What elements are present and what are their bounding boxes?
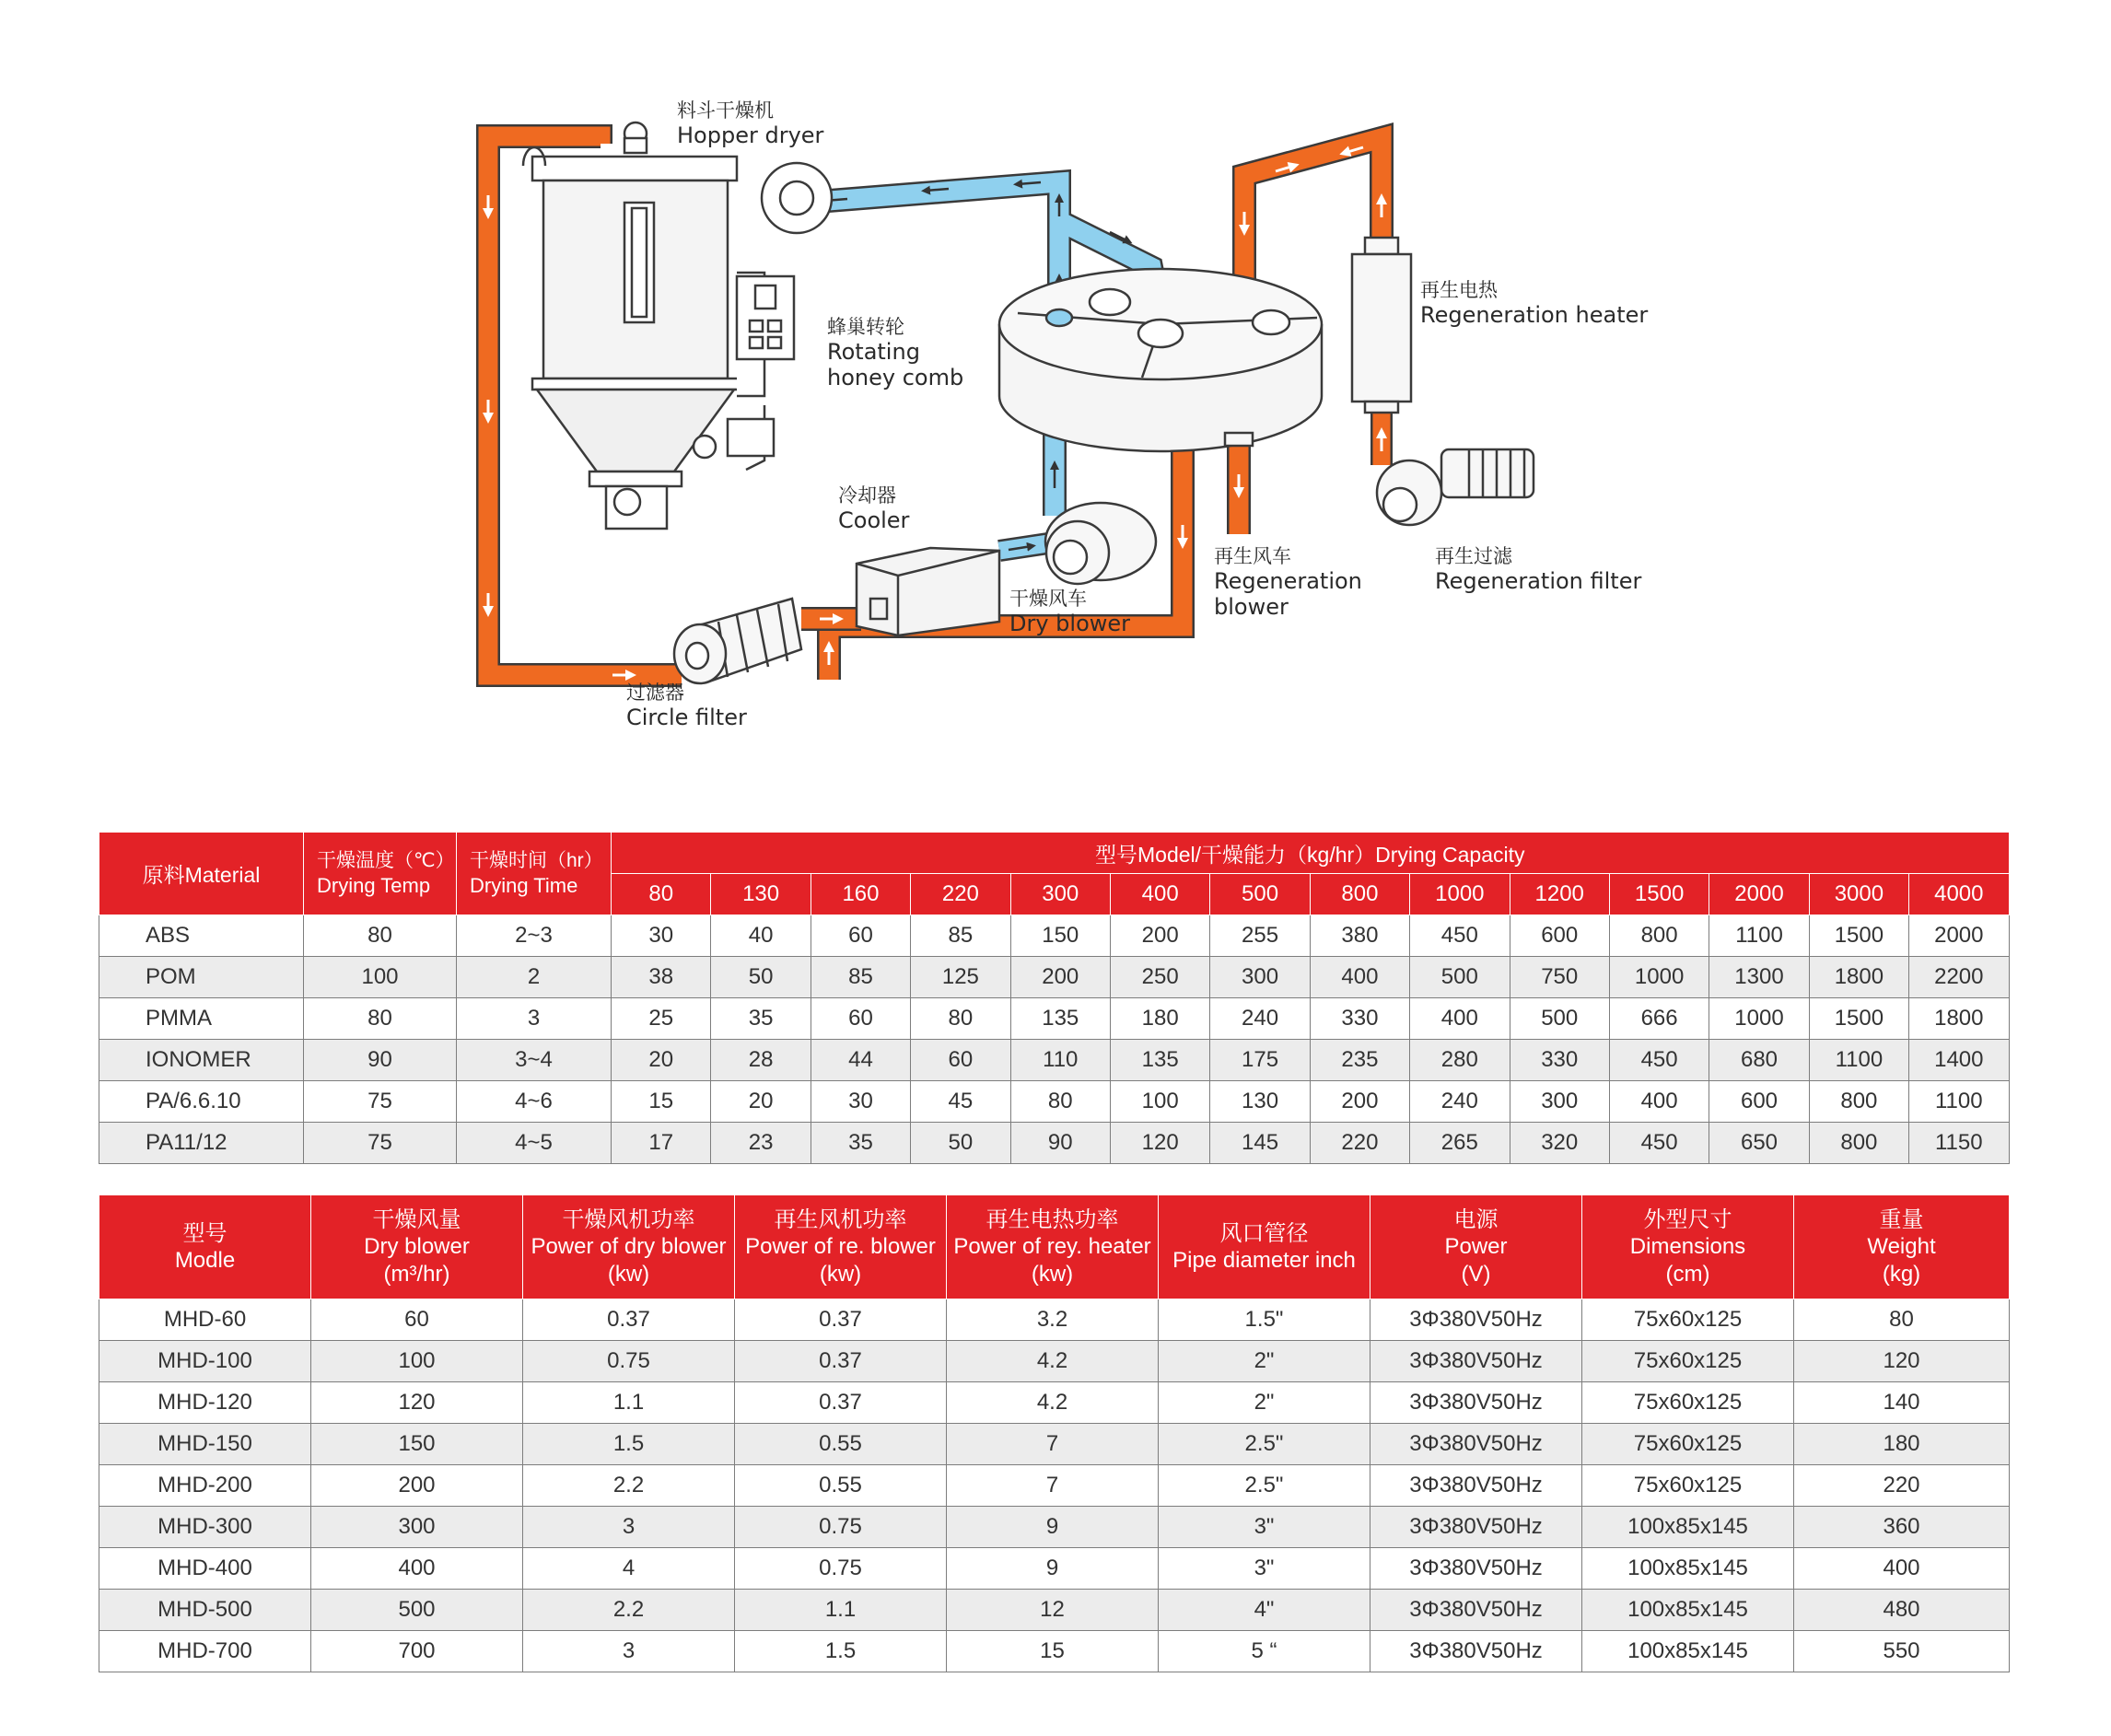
cell-capacity: 50 (711, 957, 811, 998)
label-honeycomb-zh: 蜂巢转轮 (827, 316, 904, 338)
model-header: 2000 (1709, 874, 1809, 915)
cell-material: PA11/12 (99, 1123, 304, 1164)
cell-regen-blower-power: 0.55 (735, 1465, 947, 1507)
cell-power: 3Φ380V50Hz (1370, 1548, 1582, 1590)
cell-capacity: 1500 (1809, 998, 1908, 1040)
cell-model: MHD-100 (99, 1341, 311, 1382)
cell-material: PMMA (99, 998, 304, 1040)
cell-temp: 75 (304, 1081, 457, 1123)
cell-capacity: 45 (911, 1081, 1010, 1123)
spec-row (99, 1631, 2010, 1672)
label-regen-blower-zh: 再生风车 (1214, 545, 1291, 567)
cell-dry-power: 0.37 (523, 1299, 735, 1341)
cell-dry-blower: 400 (311, 1548, 523, 1590)
cell-dry-blower: 700 (311, 1631, 523, 1672)
cell-capacity: 235 (1310, 1040, 1409, 1081)
cell-regen-heater-power: 4.2 (947, 1382, 1159, 1424)
cell-capacity: 250 (1110, 957, 1209, 998)
cell-weight: 180 (1794, 1424, 2010, 1465)
model-header: 3000 (1809, 874, 1908, 915)
cell-regen-blower-power: 1.1 (735, 1590, 947, 1631)
label-circle-filter-zh: 过滤器 (626, 682, 684, 704)
cell-time: 3 (457, 998, 612, 1040)
cell-pipe: 4" (1159, 1590, 1370, 1631)
cell-power: 3Φ380V50Hz (1370, 1590, 1582, 1631)
cell-capacity: 30 (612, 915, 711, 957)
header-text: Power of rey. heater (953, 1234, 1151, 1260)
cell-capacity: 500 (1410, 957, 1510, 998)
cell-capacity: 1100 (1909, 1081, 2009, 1123)
header-text: Modle (174, 1248, 236, 1273)
cell-dimensions: 75x60x125 (1582, 1341, 1794, 1382)
cell-model: MHD-120 (99, 1382, 311, 1424)
cell-capacity: 110 (1010, 1040, 1110, 1081)
header-text: Weight (1867, 1234, 1936, 1260)
header-text: Dry blower (364, 1234, 470, 1260)
cell-regen-blower-power: 1.5 (735, 1631, 947, 1672)
model-header: 400 (1110, 874, 1209, 915)
spec-row (99, 1465, 2010, 1507)
cell-capacity: 135 (1110, 1040, 1209, 1081)
spec-row (99, 1382, 2010, 1424)
cell-weight: 360 (1794, 1507, 2010, 1548)
cell-capacity: 175 (1210, 1040, 1310, 1081)
cell-capacity: 400 (1609, 1081, 1709, 1123)
cell-model: MHD-150 (99, 1424, 311, 1465)
cell-capacity: 1000 (1709, 998, 1809, 1040)
header-text: Dimensions (1629, 1234, 1746, 1260)
label-regen-filter-en: Regeneration filter (1435, 567, 1642, 594)
label-dry-blower (1009, 588, 1130, 636)
model-spec-table (99, 1194, 2010, 1672)
cell-capacity: 2000 (1909, 915, 2009, 957)
cell-material: PA/6.6.10 (99, 1081, 304, 1123)
cell-temp: 100 (304, 957, 457, 998)
cell-capacity: 600 (1709, 1081, 1809, 1123)
cell-capacity: 35 (711, 998, 811, 1040)
cell-capacity: 20 (711, 1081, 811, 1123)
model-header: 1500 (1609, 874, 1709, 915)
header-text: Power of re. blower (745, 1234, 936, 1260)
circle-filter-drawing (674, 599, 801, 683)
model-header: 800 (1310, 874, 1409, 915)
header-text: (kg) (1882, 1261, 1921, 1287)
cell-model: MHD-300 (99, 1507, 311, 1548)
cell-dimensions: 100x85x145 (1582, 1631, 1794, 1672)
label-regen-heater-zh: 再生电热 (1420, 279, 1498, 301)
cell-dimensions: 100x85x145 (1582, 1507, 1794, 1548)
cell-model: MHD-500 (99, 1590, 311, 1631)
regeneration-blower-drawing (1225, 433, 1253, 446)
cell-capacity: 400 (1310, 957, 1409, 998)
cell-capacity: 1400 (1909, 1040, 2009, 1081)
header-dry-blower (311, 1195, 523, 1299)
cell-dry-blower: 300 (311, 1507, 523, 1548)
cell-pipe: 2.5" (1159, 1424, 1370, 1465)
cell-capacity: 240 (1410, 1081, 1510, 1123)
cell-temp: 75 (304, 1123, 457, 1164)
header-model (99, 1195, 311, 1299)
cell-capacity: 200 (1010, 957, 1110, 998)
label-honeycomb-en2: honey comb (827, 365, 964, 391)
cell-capacity: 80 (911, 998, 1010, 1040)
header-pipe-diameter (1159, 1195, 1370, 1299)
spec-row (99, 1299, 2010, 1341)
cell-capacity: 1500 (1809, 915, 1908, 957)
header-power (1370, 1195, 1582, 1299)
header-text: 型号 (182, 1220, 227, 1246)
header-text: Power of dry blower (531, 1234, 727, 1260)
header-text: 干燥风量 (372, 1207, 461, 1233)
hopper-dryer-drawing (523, 122, 832, 529)
cell-dry-power: 1.5 (523, 1424, 735, 1465)
model-header: 300 (1010, 874, 1110, 915)
cell-model: MHD-60 (99, 1299, 311, 1341)
cell-capacity: 125 (911, 957, 1010, 998)
header-material: 原料Material (99, 833, 304, 915)
cell-material: ABS (99, 915, 304, 957)
cell-capacity: 44 (811, 1040, 910, 1081)
header-regen-heater-power (947, 1195, 1159, 1299)
label-regen-blower (1214, 545, 1362, 620)
cell-capacity: 120 (1110, 1123, 1209, 1164)
cell-regen-heater-power: 3.2 (947, 1299, 1159, 1341)
cell-dimensions: 75x60x125 (1582, 1382, 1794, 1424)
label-regen-blower-en2: blower (1214, 594, 1289, 621)
cell-capacity: 90 (1010, 1123, 1110, 1164)
spec-row (99, 1341, 2010, 1382)
cell-dry-blower: 100 (311, 1341, 523, 1382)
cell-dry-power: 0.75 (523, 1341, 735, 1382)
cell-regen-blower-power: 0.75 (735, 1548, 947, 1590)
cell-capacity: 60 (811, 915, 910, 957)
cell-capacity: 35 (811, 1123, 910, 1164)
cell-power: 3Φ380V50Hz (1370, 1341, 1582, 1382)
cell-capacity: 666 (1609, 998, 1709, 1040)
cell-pipe: 2" (1159, 1341, 1370, 1382)
cell-capacity: 500 (1510, 998, 1609, 1040)
label-regen-heater-en: Regeneration heater (1420, 301, 1649, 328)
label-cooler-en: Cooler (838, 507, 910, 533)
cell-temp: 80 (304, 915, 457, 957)
header-text: (cm) (1665, 1261, 1710, 1287)
header-drying-time-zh: 干燥时间（hr） (470, 849, 603, 871)
label-circle-filter (626, 682, 747, 730)
cell-capacity: 1000 (1609, 957, 1709, 998)
cell-weight: 480 (1794, 1590, 2010, 1631)
cell-pipe: 3" (1159, 1507, 1370, 1548)
dry-blower-drawing (1045, 503, 1156, 584)
label-regen-blower-en1: Regeneration (1214, 567, 1362, 594)
header-text: 电源 (1453, 1207, 1499, 1233)
cell-weight: 400 (1794, 1548, 2010, 1590)
cell-time: 4~5 (457, 1123, 612, 1164)
cell-regen-blower-power: 0.75 (735, 1507, 947, 1548)
cell-model: MHD-400 (99, 1548, 311, 1590)
cell-pipe: 3" (1159, 1548, 1370, 1590)
cell-capacity: 2200 (1909, 957, 2009, 998)
cell-dimensions: 100x85x145 (1582, 1548, 1794, 1590)
cell-regen-blower-power: 0.37 (735, 1299, 947, 1341)
cell-dry-power: 3 (523, 1631, 735, 1672)
cell-capacity: 145 (1210, 1123, 1310, 1164)
model-header: 220 (911, 874, 1010, 915)
cell-pipe: 5 “ (1159, 1631, 1370, 1672)
cell-capacity: 450 (1609, 1040, 1709, 1081)
model-header: 500 (1210, 874, 1310, 915)
spec-row (99, 1548, 2010, 1590)
cell-weight: 120 (1794, 1341, 2010, 1382)
header-text: (V) (1461, 1261, 1491, 1287)
cell-regen-blower-power: 0.55 (735, 1424, 947, 1465)
cell-power: 3Φ380V50Hz (1370, 1424, 1582, 1465)
cell-capacity: 28 (711, 1040, 811, 1081)
label-regen-filter (1435, 545, 1641, 594)
cell-dry-blower: 200 (311, 1465, 523, 1507)
cell-pipe: 2.5" (1159, 1465, 1370, 1507)
cell-capacity: 1100 (1809, 1040, 1908, 1081)
cell-capacity: 80 (1010, 1081, 1110, 1123)
cell-capacity: 38 (612, 957, 711, 998)
cell-capacity: 200 (1310, 1081, 1409, 1123)
cell-dry-power: 2.2 (523, 1590, 735, 1631)
cell-power: 3Φ380V50Hz (1370, 1507, 1582, 1548)
cell-capacity: 255 (1210, 915, 1310, 957)
label-cooler (838, 484, 909, 533)
cell-dimensions: 100x85x145 (1582, 1590, 1794, 1631)
header-text: 外型尺寸 (1643, 1207, 1732, 1233)
cell-power: 3Φ380V50Hz (1370, 1299, 1582, 1341)
capacity-row (99, 915, 2010, 957)
cell-capacity: 1150 (1909, 1123, 2009, 1164)
cell-model: MHD-200 (99, 1465, 311, 1507)
header-drying-capacity: 型号Model/干燥能力（kg/hr）Drying Capacity (612, 833, 2010, 874)
cell-capacity: 680 (1709, 1040, 1809, 1081)
cell-capacity: 60 (811, 998, 910, 1040)
cell-capacity: 1100 (1709, 915, 1809, 957)
capacity-header-row (99, 833, 2010, 874)
cell-capacity: 380 (1310, 915, 1409, 957)
cell-regen-heater-power: 9 (947, 1548, 1159, 1590)
cell-capacity: 600 (1510, 915, 1609, 957)
drying-capacity-table (99, 832, 2010, 1164)
model-header: 1200 (1510, 874, 1609, 915)
header-text: 重量 (1879, 1207, 1924, 1233)
label-dry-blower-en: Dry blower (1009, 610, 1131, 636)
cell-capacity: 25 (612, 998, 711, 1040)
model-header: 130 (711, 874, 811, 915)
cell-model: MHD-700 (99, 1631, 311, 1672)
header-drying-temp-zh: 干燥温度（℃） (317, 849, 455, 871)
cell-capacity: 130 (1210, 1081, 1310, 1123)
cell-weight: 140 (1794, 1382, 2010, 1424)
header-text: 风口管径 (1219, 1220, 1309, 1246)
cell-dry-blower: 150 (311, 1424, 523, 1465)
label-dry-blower-zh: 干燥风车 (1009, 588, 1087, 610)
header-text: 再生电热功率 (986, 1207, 1119, 1233)
cell-dimensions: 75x60x125 (1582, 1299, 1794, 1341)
cell-power: 3Φ380V50Hz (1370, 1382, 1582, 1424)
spec-row (99, 1507, 2010, 1548)
label-circle-filter-en: Circle filter (626, 704, 747, 730)
cell-capacity: 30 (811, 1081, 910, 1123)
cell-capacity: 1800 (1909, 998, 2009, 1040)
cell-capacity: 300 (1210, 957, 1310, 998)
cell-temp: 80 (304, 998, 457, 1040)
cell-dry-power: 4 (523, 1548, 735, 1590)
cooler-drawing (857, 548, 999, 635)
header-text: Pipe diameter inch (1172, 1248, 1356, 1273)
cell-capacity: 200 (1110, 915, 1209, 957)
label-hopper-zh: 料斗干燥机 (677, 99, 774, 122)
header-drying-time-en: Drying Time (470, 873, 578, 897)
cell-capacity: 23 (711, 1123, 811, 1164)
cell-capacity: 85 (911, 915, 1010, 957)
header-drying-temp (304, 833, 457, 915)
cell-capacity: 450 (1410, 915, 1510, 957)
cell-capacity: 50 (911, 1123, 1010, 1164)
header-text: Power (1444, 1234, 1508, 1260)
cell-dry-blower: 500 (311, 1590, 523, 1631)
cell-capacity: 85 (811, 957, 910, 998)
cell-capacity: 17 (612, 1123, 711, 1164)
capacity-table-body (99, 915, 2010, 1164)
cell-dry-blower: 120 (311, 1382, 523, 1424)
regeneration-heater-drawing (1352, 238, 1411, 413)
cell-capacity: 15 (612, 1081, 711, 1123)
cell-weight: 220 (1794, 1465, 2010, 1507)
cell-capacity: 150 (1010, 915, 1110, 957)
header-text: 干燥风机功率 (562, 1207, 695, 1233)
cell-capacity: 100 (1110, 1081, 1209, 1123)
cell-regen-heater-power: 7 (947, 1465, 1159, 1507)
cell-material: POM (99, 957, 304, 998)
capacity-row (99, 957, 2010, 998)
cell-regen-heater-power: 7 (947, 1424, 1159, 1465)
model-header: 1000 (1410, 874, 1510, 915)
cell-capacity: 180 (1110, 998, 1209, 1040)
cell-temp: 90 (304, 1040, 457, 1081)
cell-regen-heater-power: 12 (947, 1590, 1159, 1631)
spec-row (99, 1590, 2010, 1631)
cell-capacity: 135 (1010, 998, 1110, 1040)
cell-capacity: 1300 (1709, 957, 1809, 998)
capacity-row (99, 1081, 2010, 1123)
cell-weight: 550 (1794, 1631, 2010, 1672)
cell-regen-blower-power: 0.37 (735, 1341, 947, 1382)
model-header: 4000 (1909, 874, 2009, 915)
header-dry-power (523, 1195, 735, 1299)
cell-regen-heater-power: 4.2 (947, 1341, 1159, 1382)
label-regen-filter-zh: 再生过滤 (1435, 545, 1512, 567)
label-hopper-en: Hopper dryer (677, 122, 824, 148)
cell-regen-heater-power: 9 (947, 1507, 1159, 1548)
header-drying-temp-en: Drying Temp (317, 873, 431, 897)
capacity-row (99, 998, 2010, 1040)
cell-material: IONOMER (99, 1040, 304, 1081)
capacity-row (99, 1040, 2010, 1081)
honeycomb-wheel-drawing (999, 269, 1322, 451)
cell-pipe: 2" (1159, 1382, 1370, 1424)
cell-capacity: 330 (1510, 1040, 1609, 1081)
header-drying-time (457, 833, 612, 915)
label-honeycomb-en1: Rotating (827, 338, 920, 365)
cell-capacity: 1800 (1809, 957, 1908, 998)
cell-time: 4~6 (457, 1081, 612, 1123)
header-text: (kw) (819, 1261, 862, 1287)
cell-capacity: 20 (612, 1040, 711, 1081)
cell-dimensions: 75x60x125 (1582, 1465, 1794, 1507)
cell-capacity: 60 (911, 1040, 1010, 1081)
cell-capacity: 40 (711, 915, 811, 957)
cell-capacity: 240 (1210, 998, 1310, 1040)
label-hopper-dryer (677, 99, 823, 148)
cell-capacity: 400 (1410, 998, 1510, 1040)
cell-capacity: 220 (1310, 1123, 1409, 1164)
cell-capacity: 265 (1410, 1123, 1510, 1164)
cell-capacity: 320 (1510, 1123, 1609, 1164)
cell-capacity: 650 (1709, 1123, 1809, 1164)
cell-capacity: 300 (1510, 1081, 1609, 1123)
cell-power: 3Φ380V50Hz (1370, 1465, 1582, 1507)
cell-pipe: 1.5" (1159, 1299, 1370, 1341)
header-dimensions (1582, 1195, 1794, 1299)
header-regen-blower-power (735, 1195, 947, 1299)
cell-capacity: 800 (1809, 1081, 1908, 1123)
cell-capacity: 750 (1510, 957, 1609, 998)
label-honeycomb (827, 316, 963, 390)
header-text: (kw) (607, 1261, 650, 1287)
cell-dry-blower: 60 (311, 1299, 523, 1341)
label-cooler-zh: 冷却器 (838, 484, 896, 507)
header-text: 再生风机功率 (774, 1207, 907, 1233)
label-regen-heater (1420, 279, 1648, 328)
spec-table-body (99, 1299, 2010, 1672)
cell-time: 2~3 (457, 915, 612, 957)
model-header: 80 (612, 874, 711, 915)
model-header: 160 (811, 874, 910, 915)
cell-weight: 80 (1794, 1299, 2010, 1341)
spec-header-row (99, 1195, 2010, 1299)
cell-capacity: 280 (1410, 1040, 1510, 1081)
cell-power: 3Φ380V50Hz (1370, 1631, 1582, 1672)
cell-capacity: 800 (1809, 1123, 1908, 1164)
cell-regen-blower-power: 0.37 (735, 1382, 947, 1424)
header-text: (kw) (1031, 1261, 1074, 1287)
cell-dry-power: 1.1 (523, 1382, 735, 1424)
cell-capacity: 330 (1310, 998, 1409, 1040)
cell-capacity: 450 (1609, 1123, 1709, 1164)
cell-dimensions: 75x60x125 (1582, 1424, 1794, 1465)
header-weight (1794, 1195, 2010, 1299)
regeneration-filter-drawing (1377, 449, 1534, 525)
cell-capacity: 800 (1609, 915, 1709, 957)
cell-regen-heater-power: 15 (947, 1631, 1159, 1672)
cell-dry-power: 2.2 (523, 1465, 735, 1507)
capacity-row (99, 1123, 2010, 1164)
header-text: (m³/hr) (383, 1261, 450, 1287)
spec-row (99, 1424, 2010, 1465)
cell-time: 3~4 (457, 1040, 612, 1081)
cell-time: 2 (457, 957, 612, 998)
cell-dry-power: 3 (523, 1507, 735, 1548)
